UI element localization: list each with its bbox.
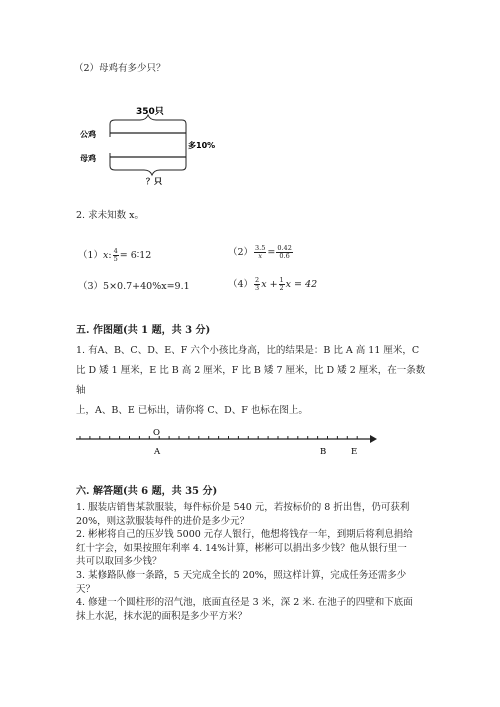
equation-4-fraction-1 — [254, 277, 260, 292]
equation-1-variable: x — [103, 250, 109, 261]
equation-1-rest: = 6∶12 — [119, 250, 152, 261]
point-b-label: B — [320, 447, 327, 457]
section-5-line: 比 D 矮 1 厘米，E 比 B 高 2 厘米，F 比 B 矮 7 厘米，比 D 矮 2 厘米，在一条数轴 — [76, 365, 426, 396]
arrow-head-icon — [370, 435, 377, 443]
hen-label: 母鸡 — [80, 154, 96, 163]
equation-2 — [228, 244, 294, 260]
section-6-title: 六. 解答题(共 6 题，共 35 分) — [76, 486, 218, 497]
equation-2-numerator-right: 0.42 — [277, 244, 292, 252]
number-line — [70, 425, 380, 461]
equation-2-numerator-left: 3.5 — [255, 244, 266, 252]
equation-1 — [78, 247, 151, 263]
point-e-label: E — [351, 447, 358, 457]
section-6-line: 3. 某修路队修一条路，5 天完成全长的 20%，照这样计算，完成任务还需多少 — [76, 569, 407, 581]
equation-1-prefix: （1） — [78, 250, 104, 261]
number-line-axis — [76, 435, 377, 443]
equation-3: （3）5×0.7+40%x=9.1 — [78, 281, 190, 292]
section-6-line: 20%，则这款服装每件的进价是多少元？ — [76, 515, 250, 527]
equation-2-prefix: （2） — [228, 247, 254, 258]
equation-1-numerator: 4 — [113, 247, 118, 255]
equation-4-middle: x + — [261, 279, 278, 290]
section-6-line: 红十字会，如果按照年利率 4. 14%计算，彬彬可以捐出多少钱？他从银行里一 — [76, 542, 407, 554]
equation-2-denominator-right: 0.6 — [279, 252, 290, 260]
equation-4-prefix: （4） — [228, 279, 254, 290]
bar-diagram — [70, 100, 240, 190]
question-2-title: （2）母鸡有多少只？ — [74, 63, 166, 74]
section-6-line: 抹上水泥，抹水泥的面积是多少平方米？ — [76, 610, 248, 622]
section-6-line: 2. 彬彬将自己的压岁钱 5000 元存人银行，他想将钱存一年，到期后将利息捐给 — [76, 529, 413, 541]
equation-1-fraction — [113, 248, 119, 263]
point-a-label: A — [154, 447, 161, 457]
top-label: 350只 — [136, 107, 164, 117]
more-label: 多10% — [188, 141, 216, 150]
equation-4-numerator-1: 2 — [255, 276, 260, 284]
equation-4 — [228, 276, 317, 292]
equation-2-equals: = — [267, 247, 276, 258]
equation-1-denominator: 5 — [113, 255, 118, 263]
equation-4-end: x = 42 — [285, 279, 318, 290]
equation-4-denominator-1: 3 — [255, 284, 260, 292]
equation-2-denominator-left: x — [258, 252, 263, 260]
section-5-text — [76, 341, 426, 421]
section-2-title: 2. 求未知数 x。 — [76, 210, 144, 221]
equation-4-fraction-2 — [279, 277, 285, 292]
origin-label: O — [153, 428, 160, 438]
bottom-label: ？只 — [146, 177, 162, 186]
equation-4-denominator-2: 2 — [279, 284, 284, 292]
section-6-line: 共可以取回多少钱？ — [76, 556, 162, 568]
section-6-line: 1. 服装店销售某款服装，每件标价是 540 元，若按标价的 8 折出售，仍可获利 — [76, 502, 410, 513]
equation-2-fraction-left — [254, 245, 266, 260]
equation-4-numerator-2: 1 — [279, 276, 284, 284]
bottom-brace — [110, 160, 186, 175]
top-brace — [110, 115, 186, 130]
section-5-title: 五. 作图题(共 1 题，共 3 分) — [76, 325, 211, 336]
section-6-line: 天？ — [76, 583, 96, 595]
equation-2-fraction-right — [276, 245, 292, 260]
equation-1-colon: : — [108, 250, 112, 261]
section-5-line: 1. 有A、B、C、D、E、F 六个小孩比身高，比的结果是：B 比 A 高 11 厘米，C — [76, 345, 420, 356]
section-6-text — [76, 501, 426, 623]
rooster-label: 公鸡 — [80, 130, 96, 139]
section-6-line: 4. 修建一个圆柱形的沼气池，底面直径是 3 米，深 2 米. 在池子的四壁和下底面 — [76, 597, 413, 609]
section-5-line: 上，A、B、E 已标出，请你将 C、D、F 也标在图上。 — [76, 405, 308, 416]
